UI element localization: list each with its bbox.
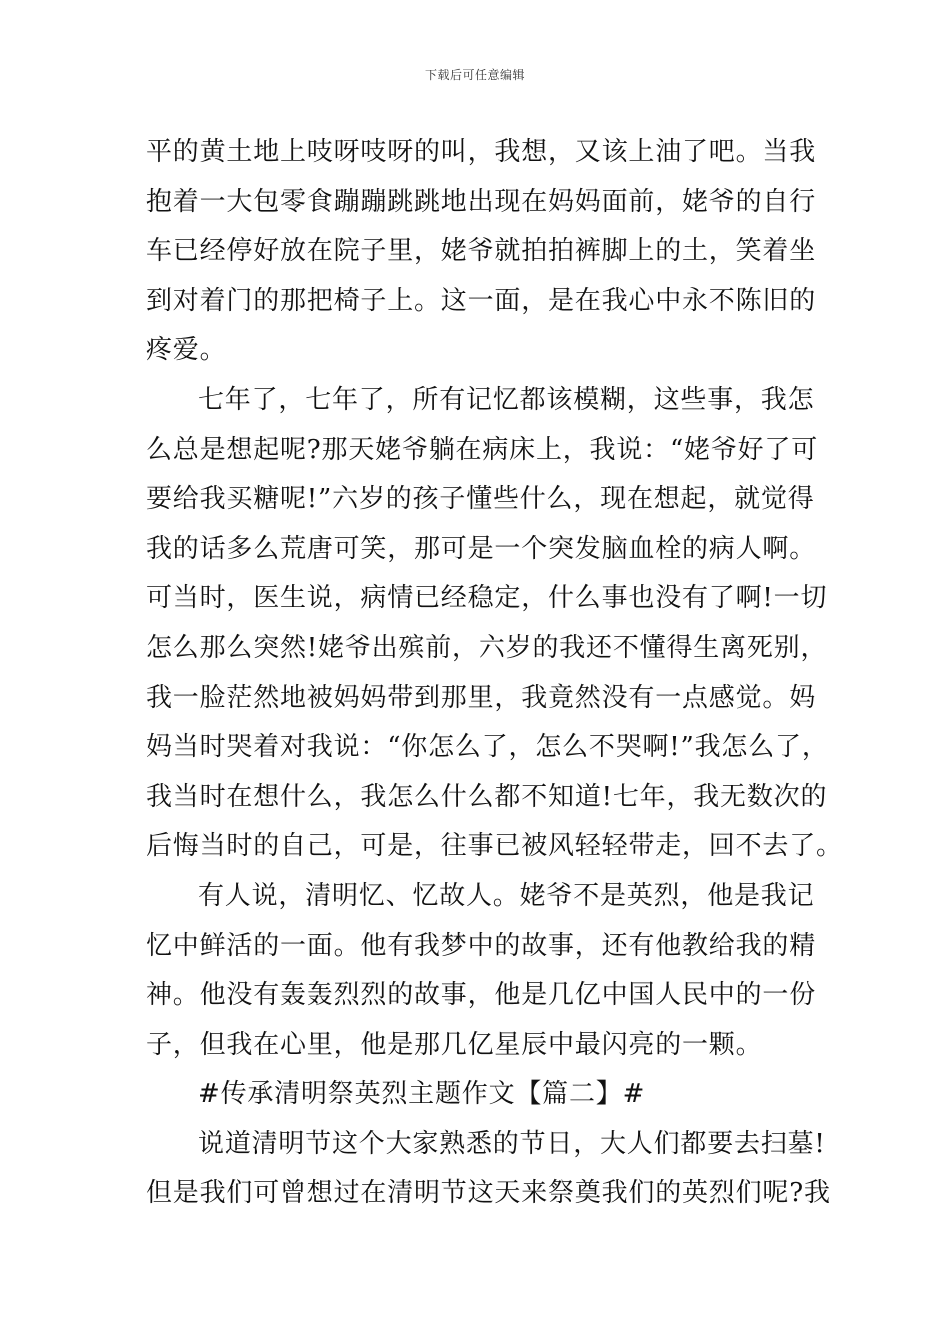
text-line: 子，但我在心里，他是那几亿星辰中最闪亮的一颗。	[146, 1029, 763, 1060]
text-line: 疼爱。	[146, 335, 227, 366]
text-line: 我的话多么荒唐可笑，那可是一个突发脑血栓的病人啊。	[146, 533, 817, 564]
section-heading: #传承清明祭英烈主题作文【篇二】#	[198, 1079, 646, 1110]
text-line: 平的黄土地上吱呀吱呀的叫，我想，又该上油了吧。当我	[146, 137, 817, 167]
text-line: 后悔当时的自己，可是，往事已被风轻轻带走，回不去了。	[146, 831, 843, 862]
paragraph-start-line: 七年了，七年了，所有记忆都该模糊，这些事，我怎	[198, 384, 815, 415]
text-line: 但是我们可曾想过在清明节这天来祭奠我们的英烈们呢?我	[146, 1178, 831, 1209]
text-line: 可当时，医生说，病情已经稳定，什么事也没有了啊!一切	[146, 583, 828, 614]
text-line: 神。他没有轰轰烈烈的故事，他是几亿中国人民中的一份	[146, 980, 817, 1011]
document-body	[146, 128, 843, 1219]
paragraph-start-line: 有人说，清明忆、忆故人。姥爷不是英烈，他是我记	[198, 880, 815, 911]
text-line: 忆中鲜活的一面。他有我梦中的故事，还有他教给我的精	[146, 930, 817, 961]
paragraph-start-line: 说道清明节这个大家熟悉的节日，大人们都要去扫墓!	[198, 1128, 826, 1159]
text-line: 我一脸茫然地被妈妈带到那里，我竟然没有一点感觉。妈	[146, 682, 817, 713]
text-line: 怎么那么突然!姥爷出殡前，六岁的我还不懂得生离死别，	[146, 632, 828, 663]
text-line: 我当时在想什么，我怎么什么都不知道!七年，我无数次的	[146, 781, 828, 812]
text-line: 要给我买糖呢!”六岁的孩子懂些什么，现在想起，就觉得	[146, 484, 815, 515]
text-line: 车已经停好放在院子里，姥爷就拍拍裤脚上的土，笑着坐	[146, 236, 817, 267]
page-header: 下载后可任意编辑	[424, 68, 525, 82]
text-line: 抱着一大包零食蹦蹦跳跳地出现在妈妈面前，姥爷的自行	[146, 186, 817, 217]
text-line: 妈当时哭着对我说：“你怎么了，怎么不哭啊!”我怎么了，	[146, 732, 829, 763]
text-line: 么总是想起呢?那天姥爷躺在病床上，我说：“姥爷好了可	[146, 434, 819, 465]
text-line: 到对着门的那把椅子上。这一面，是在我心中永不陈旧的	[146, 285, 817, 316]
